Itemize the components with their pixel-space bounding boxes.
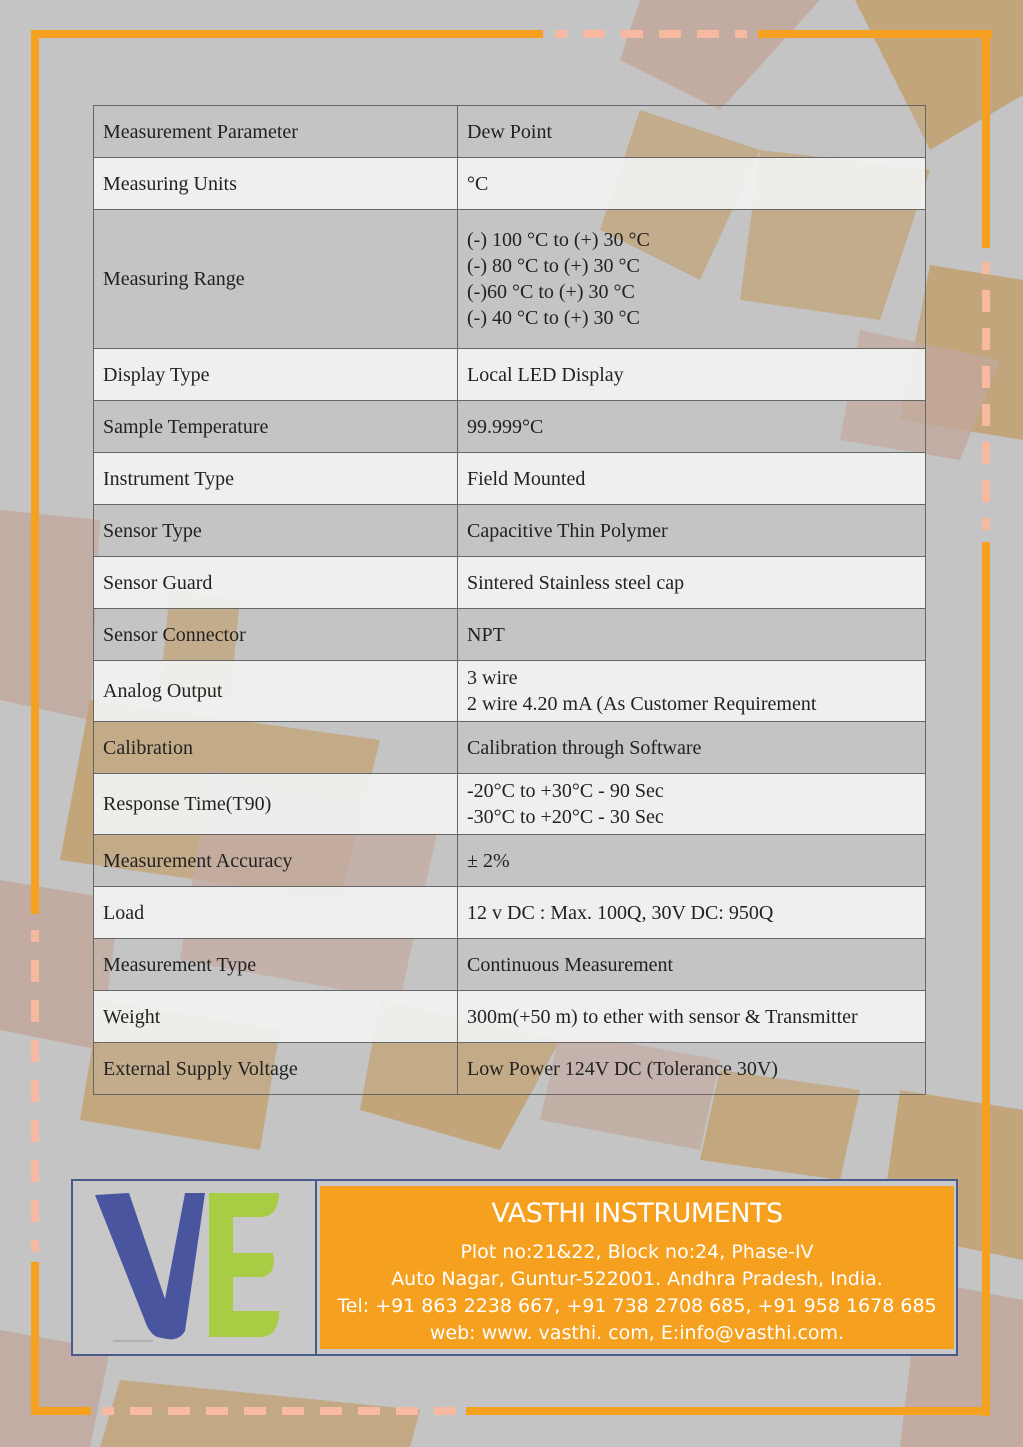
spec-label: Calibration (94, 722, 458, 774)
spec-value (458, 722, 926, 774)
spec-value-line: Field Mounted (467, 467, 586, 490)
spec-value-line: Continuous Measurement (467, 953, 674, 976)
specification-table (93, 105, 926, 1095)
spec-label: Display Type (94, 349, 458, 401)
spec-value (458, 453, 926, 505)
spec-value (458, 401, 926, 453)
spec-value-line: Low Power 124V DC (Tolerance 30V) (467, 1057, 778, 1080)
spec-value (458, 939, 926, 991)
spec-value-line: Sintered Stainless steel cap (467, 571, 685, 594)
spec-row (94, 1043, 926, 1095)
spec-value (458, 774, 926, 835)
specification-table-body (94, 106, 926, 1095)
spec-row (94, 453, 926, 505)
spec-value-line: 300m(+50 m) to ether with sensor & Transmitter (467, 1005, 858, 1028)
spec-row (94, 349, 926, 401)
spec-label: Response Time(T90) (94, 774, 458, 835)
spec-value (458, 505, 926, 557)
spec-value-line: 12 v DC : Max. 100Q, 30V DC: 950Q (467, 901, 774, 924)
address-line-1: Plot no:21&22, Block no:24, Phase-IV (460, 1241, 814, 1263)
spec-value (458, 835, 926, 887)
spec-value-line: (-)60 °C to (+) 30 °C (467, 281, 635, 303)
spec-label: Analog Output (94, 661, 458, 722)
spec-value (458, 609, 926, 661)
spec-label: Weight (94, 991, 458, 1043)
web-email: web: www. vasthi. com, E:info@vasthi.com. (429, 1322, 845, 1344)
spec-value (458, 991, 926, 1043)
spec-row (94, 106, 926, 158)
spec-value-line: °C (467, 172, 489, 195)
spec-value-line: (-) 100 °C to (+) 30 °C (467, 229, 650, 251)
spec-value-line: (-) 80 °C to (+) 30 °C (467, 255, 640, 277)
ve-logo-icon (73, 1181, 315, 1354)
spec-row (94, 722, 926, 774)
spec-label: Instrument Type (94, 453, 458, 505)
spec-row (94, 401, 926, 453)
spec-value-line: Capacitive Thin Polymer (467, 519, 668, 542)
spec-row (94, 661, 926, 722)
spec-value (458, 158, 926, 210)
spec-label: Measurement Accuracy (94, 835, 458, 887)
spec-label: Measuring Range (94, 210, 458, 349)
spec-row (94, 210, 926, 349)
spec-row (94, 505, 926, 557)
spec-value-line: 99.999°C (467, 415, 544, 438)
spec-label: Sensor Guard (94, 557, 458, 609)
spec-row (94, 158, 926, 210)
spec-row (94, 557, 926, 609)
spec-value (458, 210, 926, 349)
spec-label: Measurement Type (94, 939, 458, 991)
spec-value (458, 887, 926, 939)
spec-row (94, 939, 926, 991)
phone-numbers: Tel: +91 863 2238 667, +91 738 2708 685, +91 958 1678 685 (337, 1295, 937, 1317)
spec-value (458, 106, 926, 158)
spec-value (458, 661, 926, 722)
spec-row (94, 774, 926, 835)
company-logo (73, 1181, 317, 1354)
spec-value (458, 1043, 926, 1095)
company-info-panel (320, 1186, 954, 1349)
spec-value-line: ± 2% (467, 849, 510, 872)
spec-value-line: Calibration through Software (467, 736, 702, 759)
spec-label: External Supply Voltage (94, 1043, 458, 1095)
spec-value-line: Dew Point (467, 120, 552, 143)
address-line-2: Auto Nagar, Guntur-522001. Andhra Pradesh, India. (391, 1268, 883, 1290)
spec-value-line: -30°C to +20°C - 30 Sec (467, 806, 664, 828)
spec-label: Sample Temperature (94, 401, 458, 453)
spec-value-line: 3 wire (467, 667, 518, 689)
spec-value-line: Local LED Display (467, 363, 624, 386)
company-footer (71, 1179, 958, 1356)
spec-row (94, 835, 926, 887)
spec-label: Measurement Parameter (94, 106, 458, 158)
spec-value (458, 557, 926, 609)
spec-value (458, 349, 926, 401)
spec-row (94, 609, 926, 661)
spec-label: Sensor Connector (94, 609, 458, 661)
spec-label: Sensor Type (94, 505, 458, 557)
spec-value-line: (-) 40 °C to (+) 30 °C (467, 307, 640, 329)
spec-value-line: 2 wire 4.20 mA (As Customer Requirement (467, 693, 817, 715)
spec-value-line: -20°C to +30°C - 90 Sec (467, 780, 664, 802)
spec-label: Load (94, 887, 458, 939)
spec-label: Measuring Units (94, 158, 458, 210)
spec-row (94, 991, 926, 1043)
company-name: VASTHI INSTRUMENTS (491, 1198, 783, 1229)
spec-row (94, 887, 926, 939)
spec-value-line: NPT (467, 623, 505, 646)
